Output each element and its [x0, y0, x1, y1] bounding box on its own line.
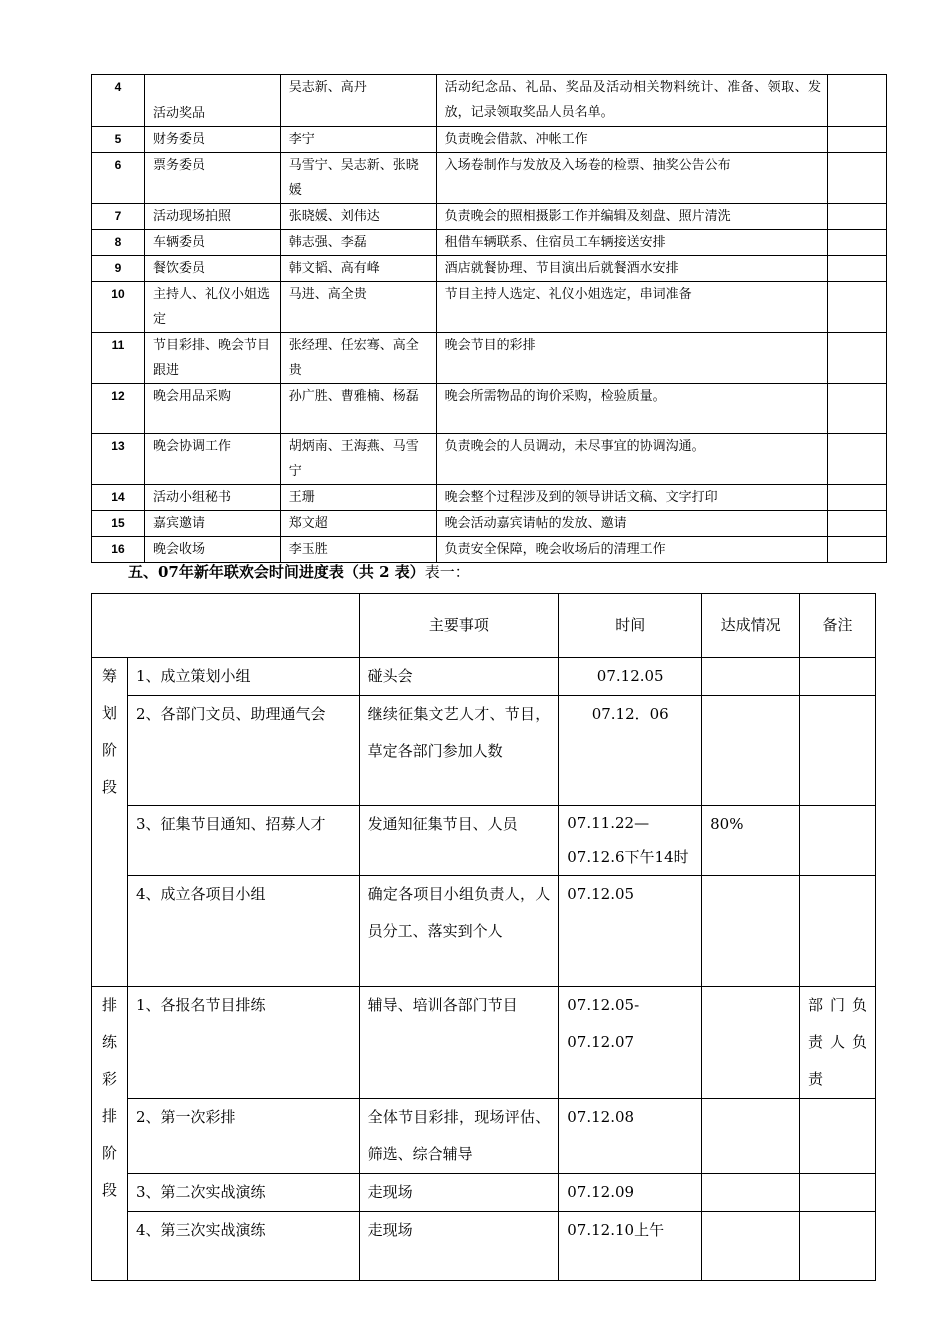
- schedule-row: [92, 1212, 876, 1281]
- committee-people: 马雪宁、吴志新、张晓媛: [280, 153, 436, 204]
- schedule-heading: [128, 561, 470, 583]
- committee-row: [92, 204, 887, 230]
- committee-role: 票务委员: [144, 153, 280, 204]
- committee-duty: 酒店就餐协理、节目演出后就餐酒水安排: [436, 256, 827, 282]
- committee-row: [92, 282, 887, 333]
- committee-note: [828, 282, 887, 333]
- committee-num: 5: [92, 127, 145, 153]
- committee-num: 9: [92, 256, 145, 282]
- schedule-task: 4、第三次实战演练: [127, 1212, 359, 1281]
- committee-num: 16: [92, 537, 145, 563]
- committee-role: 嘉宾邀请: [144, 511, 280, 537]
- schedule-status: [702, 987, 800, 1099]
- schedule-note: [800, 1099, 876, 1174]
- schedule-item: 辅导、培训各部门节目: [359, 987, 559, 1099]
- committee-duty: 租借车辆联系、住宿员工车辆接送安排: [436, 230, 827, 256]
- committee-people: 张经理、任宏骞、高全贵: [280, 333, 436, 384]
- committee-duty: 节目主持人选定、礼仪小姐选定，串词准备: [436, 282, 827, 333]
- committee-note: [828, 75, 887, 127]
- schedule-status: [702, 876, 800, 987]
- committee-people: 李玉胜: [280, 537, 436, 563]
- committee-row: [92, 75, 887, 127]
- committee-role: 晚会用品采购: [144, 384, 280, 434]
- schedule-task: 3、征集节目通知、招募人才: [127, 806, 359, 876]
- committee-duty: 活动纪念品、礼品、奖品及活动相关物料统计、准备、领取、发放，记录领取奖品人员名单。: [436, 75, 827, 127]
- schedule-time: 07.12.09: [559, 1174, 702, 1212]
- committee-role: 车辆委员: [144, 230, 280, 256]
- schedule-note: [800, 1174, 876, 1212]
- committee-note: [828, 127, 887, 153]
- schedule-time: 07.12.08: [559, 1099, 702, 1174]
- schedule-time: 07.12.05: [559, 876, 702, 987]
- committee-note: [828, 485, 887, 511]
- committee-role: 餐饮委员: [144, 256, 280, 282]
- committee-role: 财务委员: [144, 127, 280, 153]
- committee-note: [828, 230, 887, 256]
- committee-row: [92, 256, 887, 282]
- committee-duty: 负责晚会的照相摄影工作并编辑及刻盘、照片清洗: [436, 204, 827, 230]
- committee-people: 韩文韬、高有峰: [280, 256, 436, 282]
- committee-num: 10: [92, 282, 145, 333]
- committee-role: 晚会收场: [144, 537, 280, 563]
- committee-duty: 入场卷制作与发放及入场卷的检票、抽奖公告公布: [436, 153, 827, 204]
- schedule-task: 3、第二次实战演练: [127, 1174, 359, 1212]
- schedule-item: 发通知征集节目、人员: [359, 806, 559, 876]
- schedule-status: [702, 1099, 800, 1174]
- schedule-status: 80%: [702, 806, 800, 876]
- committee-num: 4: [92, 75, 145, 127]
- schedule-row: [92, 876, 876, 987]
- committee-duty: 负责晚会的人员调动，未尽事宜的协调沟通。: [436, 434, 827, 485]
- committee-role: 晚会协调工作: [144, 434, 280, 485]
- committee-people: 韩志强、李磊: [280, 230, 436, 256]
- committee-num: 12: [92, 384, 145, 434]
- header-status: 达成情况: [702, 594, 800, 658]
- schedule-row: [92, 658, 876, 696]
- committee-note: [828, 384, 887, 434]
- schedule-time: 07.11.22—07.12.6下午14时: [559, 806, 702, 876]
- schedule-task: 2、各部门文员、助理通气会: [127, 696, 359, 806]
- committee-duty: 晚会节目的彩排: [436, 333, 827, 384]
- committee-num: 14: [92, 485, 145, 511]
- schedule-note: [800, 658, 876, 696]
- committee-row: [92, 127, 887, 153]
- committee-num: 13: [92, 434, 145, 485]
- schedule-item: 走现场: [359, 1174, 559, 1212]
- schedule-row: [92, 1174, 876, 1212]
- committee-role: 主持人、礼仪小姐选定: [144, 282, 280, 333]
- schedule-row: [92, 806, 876, 876]
- committee-people: 吴志新、高丹: [280, 75, 436, 127]
- committee-role: 活动奖品: [144, 75, 280, 127]
- committee-num: 8: [92, 230, 145, 256]
- committee-row: [92, 434, 887, 485]
- committee-row: [92, 511, 887, 537]
- committee-row: [92, 333, 887, 384]
- committee-role: 活动小组秘书: [144, 485, 280, 511]
- committee-row: [92, 537, 887, 563]
- header-item: 主要事项: [359, 594, 559, 658]
- phase-label: 筹划阶段: [92, 658, 128, 987]
- committee-people: 胡炳南、王海燕、马雪宁: [280, 434, 436, 485]
- committee-duty: 晚会所需物品的询价采购，检验质量。: [436, 384, 827, 434]
- committee-num: 7: [92, 204, 145, 230]
- schedule-time: 07.12.05-07.12.07: [559, 987, 702, 1099]
- schedule-status: [702, 658, 800, 696]
- schedule-row: [92, 1099, 876, 1174]
- committee-role: 活动现场拍照: [144, 204, 280, 230]
- schedule-time: 07.12.05: [559, 658, 702, 696]
- schedule-item: 碰头会: [359, 658, 559, 696]
- committee-people: 马进、高全贵: [280, 282, 436, 333]
- schedule-task: 1、各报名节目排练: [127, 987, 359, 1099]
- committee-row: [92, 153, 887, 204]
- schedule-heading-sub: 表一：: [424, 563, 470, 581]
- schedule-time: 07.12．06: [559, 696, 702, 806]
- committee-note: [828, 153, 887, 204]
- committee-note: [828, 511, 887, 537]
- committee-note: [828, 537, 887, 563]
- committee-people: 郑文超: [280, 511, 436, 537]
- schedule-note: [800, 696, 876, 806]
- committee-note: [828, 256, 887, 282]
- header-note: 备注: [800, 594, 876, 658]
- committee-num: 6: [92, 153, 145, 204]
- schedule-note: [800, 806, 876, 876]
- committee-row: [92, 230, 887, 256]
- schedule-status: [702, 1212, 800, 1281]
- schedule-row: [92, 696, 876, 806]
- committee-num: 11: [92, 333, 145, 384]
- schedule-note: [800, 876, 876, 987]
- schedule-status: [702, 696, 800, 806]
- schedule-note: 部门负责人负责: [800, 987, 876, 1099]
- schedule-heading-title: 五、07年新年联欢会时间进度表（共 2 表）: [128, 563, 425, 581]
- committee-num: 15: [92, 511, 145, 537]
- committee-people: 王珊: [280, 485, 436, 511]
- schedule-row: [92, 987, 876, 1099]
- schedule-header-row: [92, 594, 876, 658]
- schedule-item: 确定各项目小组负责人，人员分工、落实到个人: [359, 876, 559, 987]
- phase-label: 排练彩排阶段: [92, 987, 128, 1281]
- schedule-task: 1、成立策划小组: [127, 658, 359, 696]
- committee-row: [92, 485, 887, 511]
- committee-note: [828, 434, 887, 485]
- committee-duty: 负责晚会借款、冲帐工作: [436, 127, 827, 153]
- committee-people: 孙广胜、曹雅楠、杨磊: [280, 384, 436, 434]
- committee-note: [828, 333, 887, 384]
- schedule-table: [91, 593, 876, 1281]
- schedule-item: 走现场: [359, 1212, 559, 1281]
- schedule-task: 2、第一次彩排: [127, 1099, 359, 1174]
- committee-people: 张晓媛、刘伟达: [280, 204, 436, 230]
- header-time: 时间: [559, 594, 702, 658]
- committee-row: [92, 384, 887, 434]
- committee-table: [91, 74, 887, 563]
- committee-people: 李宁: [280, 127, 436, 153]
- committee-duty: 晚会整个过程涉及到的领导讲话文稿、文字打印: [436, 485, 827, 511]
- schedule-item: 继续征集文艺人才、节目，草定各部门参加人数: [359, 696, 559, 806]
- schedule-item: 全体节目彩排，现场评估、筛选、综合辅导: [359, 1099, 559, 1174]
- schedule-note: [800, 1212, 876, 1281]
- schedule-task: 4、成立各项目小组: [127, 876, 359, 987]
- committee-role: 节目彩排、晚会节目跟进: [144, 333, 280, 384]
- schedule-time: 07.12.10上午: [559, 1212, 702, 1281]
- schedule-status: [702, 1174, 800, 1212]
- committee-note: [828, 204, 887, 230]
- committee-duty: 负责安全保障，晚会收场后的清理工作: [436, 537, 827, 563]
- committee-duty: 晚会活动嘉宾请帖的发放、邀请: [436, 511, 827, 537]
- schedule-header-blank: [92, 594, 360, 658]
